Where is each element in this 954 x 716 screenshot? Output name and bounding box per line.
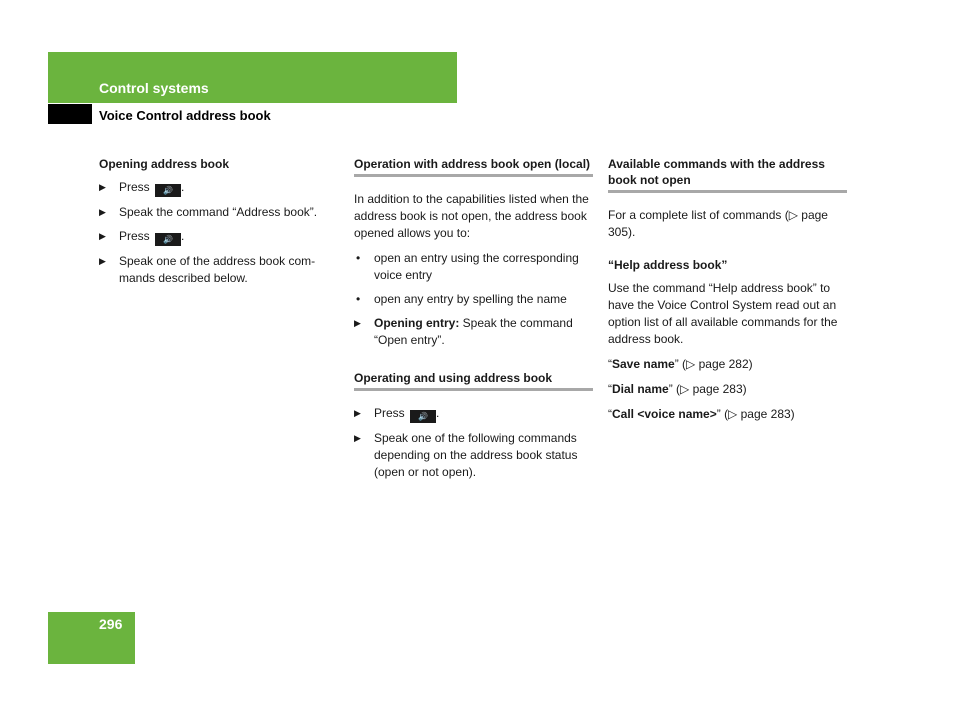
subheading-operating-using: Operating and using address book	[354, 370, 593, 391]
bullet-dot-icon: •	[356, 251, 361, 265]
voice-control-button-icon: 🔊	[410, 410, 436, 423]
commands-intro: For a complete list of commands (▷ page 305).	[608, 208, 828, 239]
step-text: Press	[119, 180, 150, 194]
page-reference: ” (▷ page 283)	[716, 407, 795, 421]
page-number: 296	[99, 616, 123, 632]
triangle-bullet-icon: ▶	[99, 207, 106, 217]
bullet-text: open an entry using the corresponding voice entry	[374, 251, 579, 282]
subheading-available-commands: Available commands with the address book not open	[608, 156, 847, 193]
step-item: ▶ Press 🔊 .	[99, 229, 185, 244]
step-item	[99, 253, 335, 287]
subheading-operation-open: Operation with address book open (local)	[354, 156, 593, 177]
open-quote: “	[608, 382, 612, 396]
bullet-item	[354, 291, 593, 308]
command-save-name	[608, 356, 847, 373]
subheading-opening-address-book: Opening address book	[99, 157, 230, 171]
opening-entry-label: Opening entry:	[374, 316, 460, 330]
chapter-title: Control systems	[99, 80, 209, 96]
triangle-bullet-icon: ▶	[354, 408, 361, 418]
step-text: Speak one of the address book com-mands described below.	[119, 254, 316, 285]
step-item: ▶ Press 🔊 .	[99, 180, 185, 195]
voice-control-button-icon: 🔊	[155, 184, 181, 197]
column-available-commands	[608, 156, 847, 431]
column-address-book-open	[354, 156, 593, 488]
step-text: Press	[119, 229, 150, 243]
page-reference: ” (▷ page 282)	[674, 357, 753, 371]
triangle-bullet-icon: ▶	[354, 318, 361, 328]
intro-paragraph: In addition to the capabilities listed when the address book is not open, the address book opened allows you to:	[354, 192, 589, 240]
command-name: Save name	[612, 357, 675, 371]
triangle-bullet-icon: ▶	[99, 182, 106, 192]
command-name: Dial name	[612, 382, 669, 396]
help-address-book-text: Use the command “Help address book” to have the Voice Control System read out an option list of all available commands for the address book.	[608, 281, 838, 346]
step-text: Press	[374, 406, 405, 420]
step-item: ▶ Press 🔊 .	[354, 406, 440, 421]
page-reference: ” (▷ page 283)	[668, 382, 747, 396]
triangle-bullet-icon: ▶	[99, 231, 106, 241]
bullet-text: open any entry by spelling the name	[374, 292, 567, 306]
voice-control-button-icon: 🔊	[155, 233, 181, 246]
open-quote: “	[608, 407, 612, 421]
step-item	[99, 204, 335, 221]
bullet-dot-icon: •	[356, 292, 361, 306]
section-tab-marker	[48, 104, 92, 124]
open-quote: “	[608, 357, 612, 371]
step-text: Speak one of the following commands depending on the address book status (open or not open).	[374, 431, 578, 479]
column-opening-address-book	[99, 156, 335, 294]
command-dial-name	[608, 381, 847, 398]
help-address-book-heading: “Help address book”	[608, 258, 728, 272]
step-item	[354, 430, 593, 481]
step-text: Speak the command “Address book”.	[119, 205, 318, 219]
command-name: Call <voice name>	[612, 407, 717, 421]
triangle-bullet-icon: ▶	[99, 256, 106, 266]
section-title: Voice Control address book	[99, 108, 271, 123]
command-call-voice-name	[608, 406, 847, 423]
opening-entry-text: Speak the command “Open entry”.	[374, 316, 573, 347]
triangle-bullet-icon: ▶	[354, 433, 361, 443]
bullet-item	[354, 250, 593, 284]
step-item	[354, 315, 593, 349]
